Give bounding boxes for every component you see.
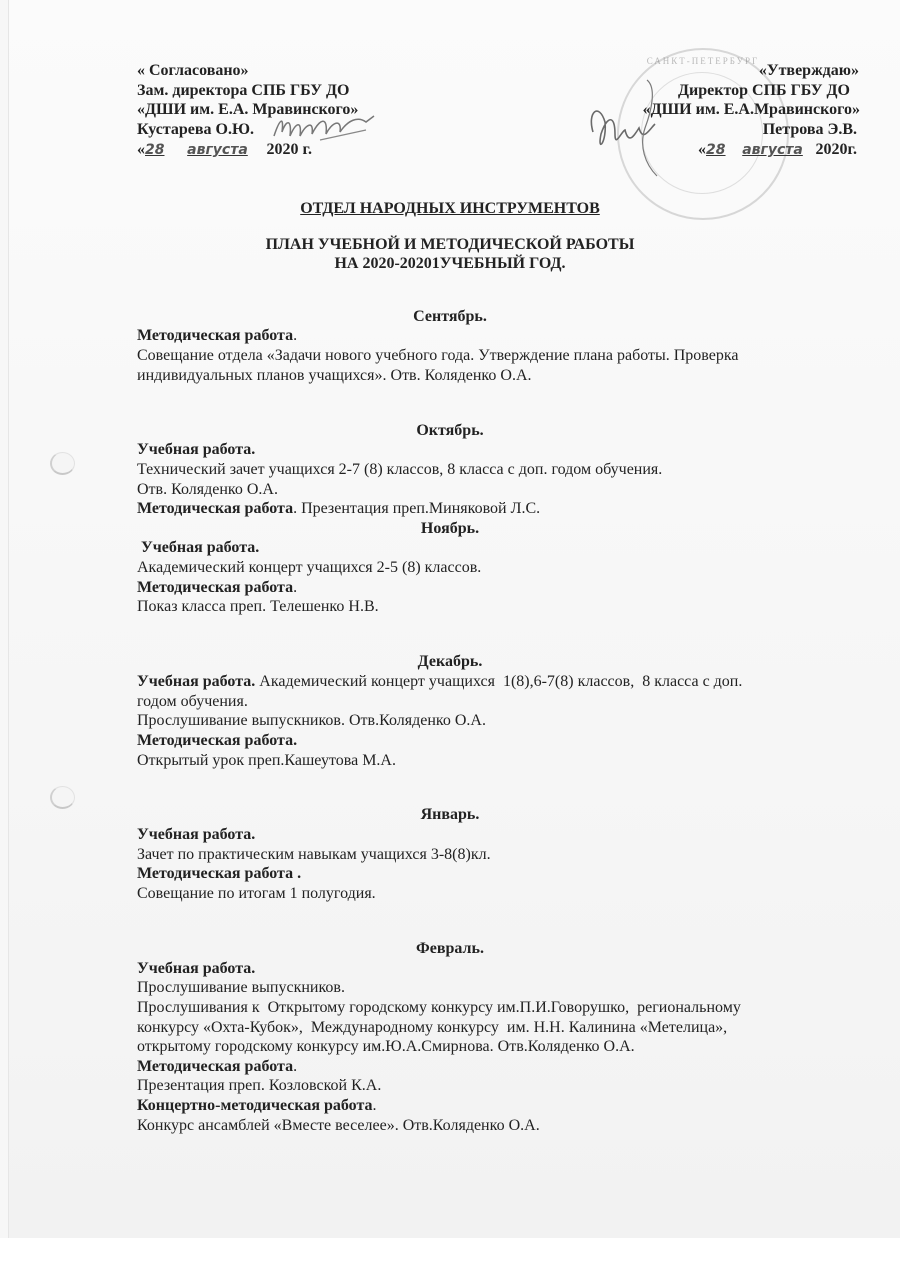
item-text: Прослушивания к Открытому городскому конкурсу им.П.И.Говорушко, региональному bbox=[137, 999, 741, 1016]
item-text: Прослушивание выпускников. Отв.Коляденко О.А. bbox=[137, 712, 486, 729]
section-label: Концертно-методическая работа bbox=[137, 1097, 373, 1114]
date-month: августа bbox=[742, 142, 803, 158]
month-heading-september: Сентябрь. bbox=[413, 308, 487, 325]
section-label-study: Учебная работа. bbox=[137, 960, 256, 977]
scan-bottom-margin bbox=[0, 1238, 900, 1264]
section-concert bbox=[137, 1096, 377, 1116]
item-text: . Презентация преп.Миняковой Л.С. bbox=[293, 500, 541, 517]
section-label-period: . bbox=[293, 1058, 298, 1075]
approval-left-institution: «ДШИ им. Е.А. Мравинского» bbox=[137, 101, 359, 118]
item-text: индивидуальных планов учащихся». Отв. Коляденко О.А. bbox=[137, 367, 532, 384]
month-heading-january: Январь. bbox=[420, 806, 480, 823]
approval-right-institution: «ДШИ им. Е.А.Мравинского» bbox=[642, 101, 860, 118]
item-text: Отв. Коляденко О.А. bbox=[137, 481, 278, 498]
month-heading-november: Ноябрь. bbox=[420, 520, 480, 537]
section-label: Методическая работа bbox=[137, 500, 294, 517]
department-title: ОТДЕЛ НАРОДНЫХ ИНСТРУМЕНТОВ bbox=[300, 200, 600, 217]
section-label-methodical: Методическая работа. bbox=[137, 732, 298, 749]
section-label: Учебная работа. bbox=[137, 673, 256, 690]
item-text: Совещание по итогам 1 полугодия. bbox=[137, 885, 376, 902]
approval-right-position: Директор СПБ ГБУ ДО bbox=[678, 82, 850, 99]
item-text: открытому городскому конкурсу им.Ю.А.Смирнова. Отв.Коляденко О.А. bbox=[137, 1038, 635, 1055]
date-open-quote: « bbox=[698, 141, 707, 158]
approval-left-date bbox=[137, 140, 312, 160]
item-text: Технический зачет учащихся 2-7 (8) классов, 8 класса с доп. годом обучения. bbox=[137, 461, 663, 478]
item-text: Презентация преп. Козловской К.А. bbox=[137, 1077, 382, 1094]
approval-left-title: « Согласовано» bbox=[137, 62, 249, 79]
section-label-period: . bbox=[372, 1097, 377, 1114]
item-text: Прослушивание выпускников. bbox=[137, 979, 345, 996]
section-label-period: . bbox=[293, 579, 298, 596]
plan-title: ПЛАН УЧЕБНОЙ И МЕТОДИЧЕСКОЙ РАБОТЫ bbox=[265, 236, 635, 253]
section-methodical bbox=[137, 1057, 297, 1077]
approval-left-name: Кустарева О.Ю. bbox=[137, 121, 254, 138]
section-label: Методическая работа bbox=[137, 1058, 294, 1075]
section-methodical bbox=[137, 326, 297, 346]
item-text: Академический концерт учащихся 2-5 (8) классов. bbox=[137, 559, 482, 576]
section-label-study: Учебная работа. bbox=[141, 539, 260, 556]
date-year: 2020 г. bbox=[266, 141, 312, 158]
plan-subtitle: НА 2020-20201УЧЕБНЫЙ ГОД. bbox=[334, 255, 566, 272]
section-label: Методическая работа bbox=[137, 579, 294, 596]
section-methodical bbox=[137, 499, 540, 519]
section-label-period: . bbox=[293, 327, 298, 344]
month-heading-december: Декабрь. bbox=[417, 653, 483, 670]
date-day: 28 bbox=[145, 142, 165, 158]
item-text: годом обучения. bbox=[137, 693, 248, 710]
stamp-text: САНКТ-ПЕТЕРБУРГ bbox=[646, 56, 760, 66]
section-label-study: Учебная работа. bbox=[137, 826, 256, 843]
section-study bbox=[137, 672, 742, 692]
month-heading-october: Октябрь. bbox=[416, 422, 484, 439]
section-methodical bbox=[137, 578, 297, 598]
date-month: августа bbox=[187, 142, 248, 158]
approval-left-position: Зам. директора СПБ ГБУ ДО bbox=[137, 82, 350, 99]
date-day: 28 bbox=[706, 142, 726, 158]
item-text: Показ класса преп. Телешенко Н.В. bbox=[137, 598, 379, 615]
item-text: Конкурс ансамблей «Вместе веселее». Отв.Коляденко О.А. bbox=[137, 1117, 540, 1134]
item-text: Зачет по практическим навыкам учащихся 3-8(8)кл. bbox=[137, 846, 491, 863]
item-text: Открытый урок преп.Кашеутова М.А. bbox=[137, 752, 396, 769]
section-label-methodical: Методическая работа . bbox=[137, 865, 302, 882]
date-open-quote: « bbox=[137, 141, 145, 158]
item-text: Академический концерт учащихся 1(8),6-7(8) классов, 8 класса с доп. bbox=[255, 673, 743, 690]
date-year: 2020г. bbox=[815, 141, 857, 158]
approval-right-title: «Утверждаю» bbox=[758, 62, 859, 79]
punch-hole-top bbox=[50, 452, 75, 475]
section-label: Методическая работа bbox=[137, 327, 294, 344]
section-label-study: Учебная работа. bbox=[137, 441, 256, 458]
item-text: Совещание отдела «Задачи нового учебного года. Утверждение плана работы. Проверка bbox=[137, 347, 739, 364]
approval-right-date bbox=[698, 140, 857, 160]
item-text: конкурсу «Охта-Кубок», Международному конкурсу им. Н.Н. Калинина «Метелица», bbox=[137, 1019, 728, 1036]
month-heading-february: Февраль. bbox=[416, 940, 484, 957]
approval-right-name: Петрова Э.В. bbox=[762, 121, 857, 138]
